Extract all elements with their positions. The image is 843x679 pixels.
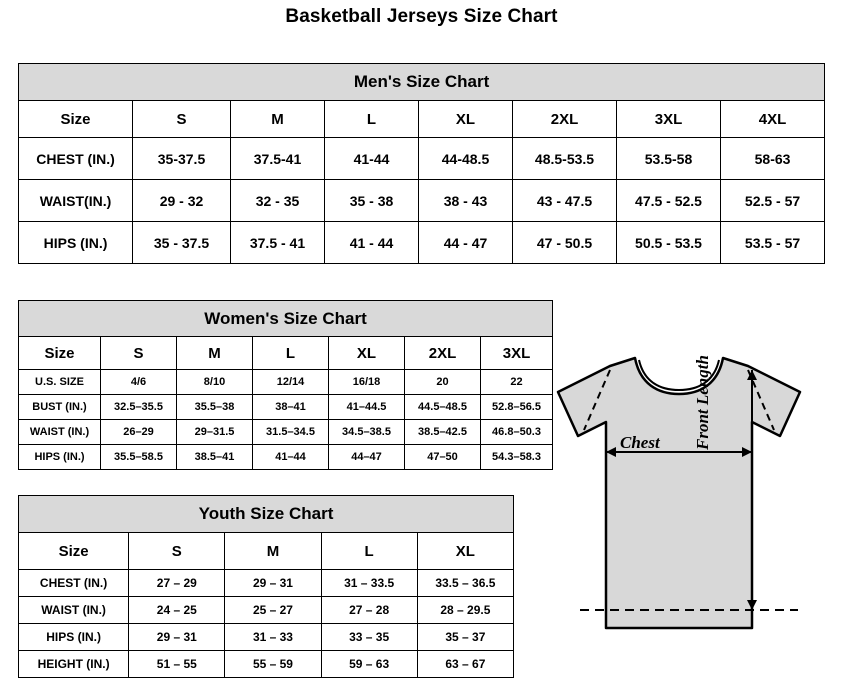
womens-bust-m: 35.5–38 [177, 395, 253, 420]
womens-bust-2xl: 44.5–48.5 [405, 395, 481, 420]
mens-chest-m: 37.5-41 [231, 138, 325, 180]
mens-chest-s: 35-37.5 [133, 138, 231, 180]
womens-col-header-2xl: 2XL [405, 337, 481, 370]
table-row [19, 222, 825, 264]
womens-col-header-3xl: 3XL [481, 337, 553, 370]
mens-waist-3xl: 47.5 - 52.5 [617, 180, 721, 222]
mens-hips-xl: 44 - 47 [419, 222, 513, 264]
youth-waist-l: 27 – 28 [321, 597, 417, 624]
youth-hips-m: 31 – 33 [225, 624, 321, 651]
mens-chest-4xl: 58-63 [721, 138, 825, 180]
page-title: Basketball Jerseys Size Chart [285, 6, 558, 27]
youth-chart-title-row [19, 496, 514, 533]
mens-hips-s: 35 - 37.5 [133, 222, 231, 264]
jersey-illustration-svg [540, 340, 840, 670]
womens-chart-title: Women's Size Chart [19, 301, 553, 337]
womens-ussize-m: 8/10 [177, 370, 253, 395]
womens-ussize-s: 4/6 [101, 370, 177, 395]
mens-waist-s: 29 - 32 [133, 180, 231, 222]
youth-height-xl: 63 – 67 [417, 651, 513, 678]
youth-height-l: 59 – 63 [321, 651, 417, 678]
mens-row-label-waist: WAIST(IN.) [19, 180, 133, 222]
womens-hips-l: 41–44 [253, 445, 329, 470]
mens-waist-xl: 38 - 43 [419, 180, 513, 222]
mens-col-header-size: Size [19, 101, 133, 138]
womens-row-label-us-size: U.S. SIZE [19, 370, 101, 395]
womens-col-header-size: Size [19, 337, 101, 370]
womens-row-label-hips: HIPS (IN.) [19, 445, 101, 470]
table-row [19, 370, 553, 395]
mens-chest-l: 41-44 [325, 138, 419, 180]
womens-bust-s: 32.5–35.5 [101, 395, 177, 420]
youth-chart-title: Youth Size Chart [19, 496, 514, 533]
table-row [19, 420, 553, 445]
table-row [19, 180, 825, 222]
womens-row-label-bust: BUST (IN.) [19, 395, 101, 420]
table-row [19, 651, 514, 678]
youth-col-header-l: L [321, 533, 417, 570]
womens-waist-l: 31.5–34.5 [253, 420, 329, 445]
mens-chest-xl: 44-48.5 [419, 138, 513, 180]
youth-col-header-s: S [129, 533, 225, 570]
table-row [19, 445, 553, 470]
youth-header-row [19, 533, 514, 570]
mens-hips-3xl: 50.5 - 53.5 [617, 222, 721, 264]
womens-col-header-m: M [177, 337, 253, 370]
mens-col-header-3xl: 3XL [617, 101, 721, 138]
womens-row-label-waist: WAIST (IN.) [19, 420, 101, 445]
mens-col-header-m: M [231, 101, 325, 138]
womens-header-row [19, 337, 553, 370]
youth-height-s: 51 – 55 [129, 651, 225, 678]
youth-hips-xl: 35 – 37 [417, 624, 513, 651]
youth-row-label-height: HEIGHT (IN.) [19, 651, 129, 678]
youth-size-chart-table [18, 495, 514, 678]
mens-chest-2xl: 48.5-53.5 [513, 138, 617, 180]
jersey-measurement-diagram [540, 340, 840, 670]
table-row [19, 624, 514, 651]
womens-chart-title-row [19, 301, 553, 337]
youth-row-label-waist: WAIST (IN.) [19, 597, 129, 624]
youth-chest-m: 29 – 31 [225, 570, 321, 597]
womens-ussize-l: 12/14 [253, 370, 329, 395]
mens-col-header-l: L [325, 101, 419, 138]
womens-hips-2xl: 47–50 [405, 445, 481, 470]
womens-hips-3xl: 54.3–58.3 [481, 445, 553, 470]
table-row [19, 597, 514, 624]
womens-waist-s: 26–29 [101, 420, 177, 445]
youth-col-header-m: M [225, 533, 321, 570]
mens-row-label-chest: CHEST (IN.) [19, 138, 133, 180]
youth-col-header-size: Size [19, 533, 129, 570]
womens-size-chart-table [18, 300, 553, 470]
womens-waist-3xl: 46.8–50.3 [481, 420, 553, 445]
womens-col-header-l: L [253, 337, 329, 370]
womens-col-header-xl: XL [329, 337, 405, 370]
womens-waist-m: 29–31.5 [177, 420, 253, 445]
mens-hips-4xl: 53.5 - 57 [721, 222, 825, 264]
youth-waist-s: 24 – 25 [129, 597, 225, 624]
womens-bust-xl: 41–44.5 [329, 395, 405, 420]
womens-waist-2xl: 38.5–42.5 [405, 420, 481, 445]
youth-row-label-hips: HIPS (IN.) [19, 624, 129, 651]
mens-chart-title: Men's Size Chart [19, 64, 825, 101]
mens-hips-l: 41 - 44 [325, 222, 419, 264]
table-row [19, 138, 825, 180]
womens-hips-xl: 44–47 [329, 445, 405, 470]
womens-ussize-xl: 16/18 [329, 370, 405, 395]
mens-chart-title-row [19, 64, 825, 101]
womens-waist-xl: 34.5–38.5 [329, 420, 405, 445]
mens-chest-3xl: 53.5-58 [617, 138, 721, 180]
womens-hips-s: 35.5–58.5 [101, 445, 177, 470]
table-row [19, 570, 514, 597]
mens-header-row [19, 101, 825, 138]
youth-chest-l: 31 – 33.5 [321, 570, 417, 597]
mens-waist-4xl: 52.5 - 57 [721, 180, 825, 222]
mens-row-label-hips: HIPS (IN.) [19, 222, 133, 264]
mens-col-header-4xl: 4XL [721, 101, 825, 138]
youth-chest-s: 27 – 29 [129, 570, 225, 597]
youth-waist-m: 25 – 27 [225, 597, 321, 624]
youth-height-m: 55 – 59 [225, 651, 321, 678]
youth-hips-l: 33 – 35 [321, 624, 417, 651]
mens-waist-l: 35 - 38 [325, 180, 419, 222]
mens-col-header-2xl: 2XL [513, 101, 617, 138]
mens-hips-2xl: 47 - 50.5 [513, 222, 617, 264]
mens-col-header-xl: XL [419, 101, 513, 138]
womens-ussize-2xl: 20 [405, 370, 481, 395]
womens-bust-l: 38–41 [253, 395, 329, 420]
mens-size-chart-table [18, 63, 825, 264]
front-length-measurement-label: Front Length [693, 355, 712, 450]
youth-col-header-xl: XL [417, 533, 513, 570]
mens-waist-m: 32 - 35 [231, 180, 325, 222]
table-row [19, 395, 553, 420]
mens-col-header-s: S [133, 101, 231, 138]
mens-hips-m: 37.5 - 41 [231, 222, 325, 264]
womens-col-header-s: S [101, 337, 177, 370]
womens-ussize-3xl: 22 [481, 370, 553, 395]
youth-row-label-chest: CHEST (IN.) [19, 570, 129, 597]
youth-chest-xl: 33.5 – 36.5 [417, 570, 513, 597]
youth-hips-s: 29 – 31 [129, 624, 225, 651]
chest-measurement-label: Chest [620, 433, 660, 452]
womens-hips-m: 38.5–41 [177, 445, 253, 470]
youth-waist-xl: 28 – 29.5 [417, 597, 513, 624]
mens-waist-2xl: 43 - 47.5 [513, 180, 617, 222]
womens-bust-3xl: 52.8–56.5 [481, 395, 553, 420]
